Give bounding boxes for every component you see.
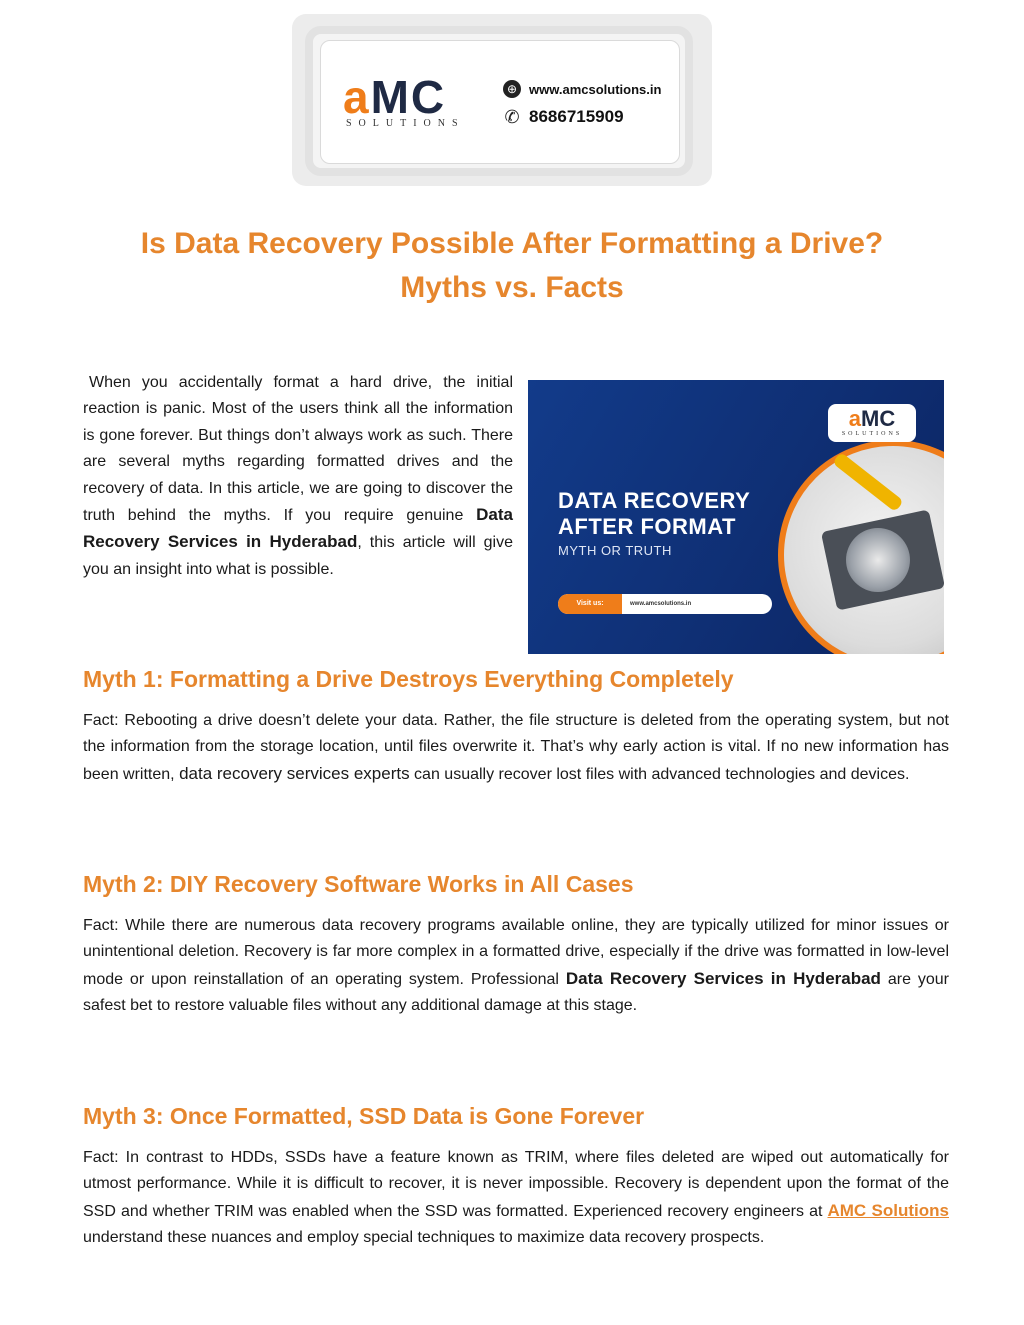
banner-logo bbox=[828, 404, 916, 442]
myth-1-paragraph bbox=[83, 708, 949, 788]
banner-subhead: MYTH OR TRUTH bbox=[558, 543, 672, 558]
logo-letters-mc: MC bbox=[370, 71, 447, 123]
phone-text: 8686715909 bbox=[529, 107, 624, 126]
logo-subtitle: SOLUTIONS bbox=[346, 118, 465, 129]
banner-logo-mc: MC bbox=[861, 406, 896, 431]
intro-paragraph bbox=[83, 370, 513, 583]
banner-logo-a: a bbox=[848, 406, 862, 431]
myth-1-keyword: data recovery services experts bbox=[179, 763, 410, 783]
myth-2-bold-keyword: Data Recovery Services in Hyderabad bbox=[565, 968, 881, 988]
intro-text-1: When you accidentally format a hard drive, the initial reaction is panic. Most of the users think all the information is gone forever. But things don’t always work as such. There are several myths regarding formatted drives and the recovery of data. In this article, we are going to discover the truth behind the myths. If you require genuine bbox=[83, 374, 513, 525]
banner-headline-2: AFTER FORMAT bbox=[558, 514, 736, 539]
phone-row bbox=[503, 107, 624, 127]
banner-headline-1: DATA RECOVERY bbox=[558, 488, 751, 513]
myth-1-text-2: can usually recover lost files with advanced technologies and devices. bbox=[409, 765, 910, 783]
banner-visit-pill bbox=[558, 594, 772, 614]
myth-1-text-1: Fact: Rebooting a drive doesn’t delete your data. Rather, the file structure is deleted from the operating system, but not the information from the storage location, until files overwrite it. That’s why early action is vital. If no new information has been written, bbox=[83, 712, 949, 783]
website-text: www.amcsolutions.in bbox=[529, 81, 662, 97]
amc-solutions-link[interactable]: AMC Solutions bbox=[827, 1200, 949, 1220]
website-row bbox=[503, 80, 661, 98]
myth-2-text-2: are your safest bet to restore valuable files without any additional damage at this stage. bbox=[83, 970, 950, 1015]
myth-2-paragraph bbox=[83, 913, 949, 1020]
amc-logo bbox=[343, 71, 447, 123]
banner-logo-sub: SOLUTIONS bbox=[841, 431, 903, 437]
banner-visit-url: www.amcsolutions.in bbox=[630, 601, 692, 607]
title-line-1: Is Data Recovery Possible After Formatting a Drive? bbox=[140, 227, 884, 260]
myth-2-text-1: Fact: While there are numerous data recovery programs available online, they are typically utilized for minor issues or unintentional deletion. Recovery is far more complex in a formatted drive, especially if the drive was formatted in low-level mode or upon reinstallation of an operating system. Professional bbox=[83, 917, 949, 988]
disk-platter-illustration bbox=[846, 528, 910, 592]
intro-bold-keyword: Data Recovery Services in Hyderabad bbox=[83, 505, 513, 552]
myth-3-text-1: Fact: In contrast to HDDs, SSDs have a feature known as TRIM, where files deleted are wiped out automatically for utmost performance. While it is difficult to recover, it is never impossible. Recovery is dependent upon the format of the SSD and whether TRIM was enabled when the SSD was formatted. Experienced recovery engineers at bbox=[83, 1149, 949, 1220]
intro-text-2: , this article will give you an insight into what is possible. bbox=[83, 534, 513, 578]
myth-1-heading: Myth 1: Formatting a Drive Destroys Everything Completely bbox=[83, 666, 734, 692]
phone-icon: ✆ bbox=[504, 107, 520, 127]
myth-3-paragraph bbox=[83, 1145, 949, 1252]
globe-icon: ⊕ bbox=[503, 80, 521, 98]
data-recovery-banner bbox=[528, 380, 944, 654]
page-title bbox=[60, 222, 964, 310]
title-line-2: Myths vs. Facts bbox=[400, 271, 624, 304]
myth-3-text-2: understand these nuances and employ special techniques to maximize data recovery prospects. bbox=[83, 1229, 765, 1247]
myth-3-heading: Myth 3: Once Formatted, SSD Data is Gone Forever bbox=[83, 1103, 645, 1129]
banner-visit-label: Visit us: bbox=[558, 594, 622, 614]
myth-2-heading: Myth 2: DIY Recovery Software Works in All Cases bbox=[83, 871, 634, 897]
logo-letter-a: a bbox=[343, 71, 371, 123]
banner-headline bbox=[558, 488, 750, 540]
